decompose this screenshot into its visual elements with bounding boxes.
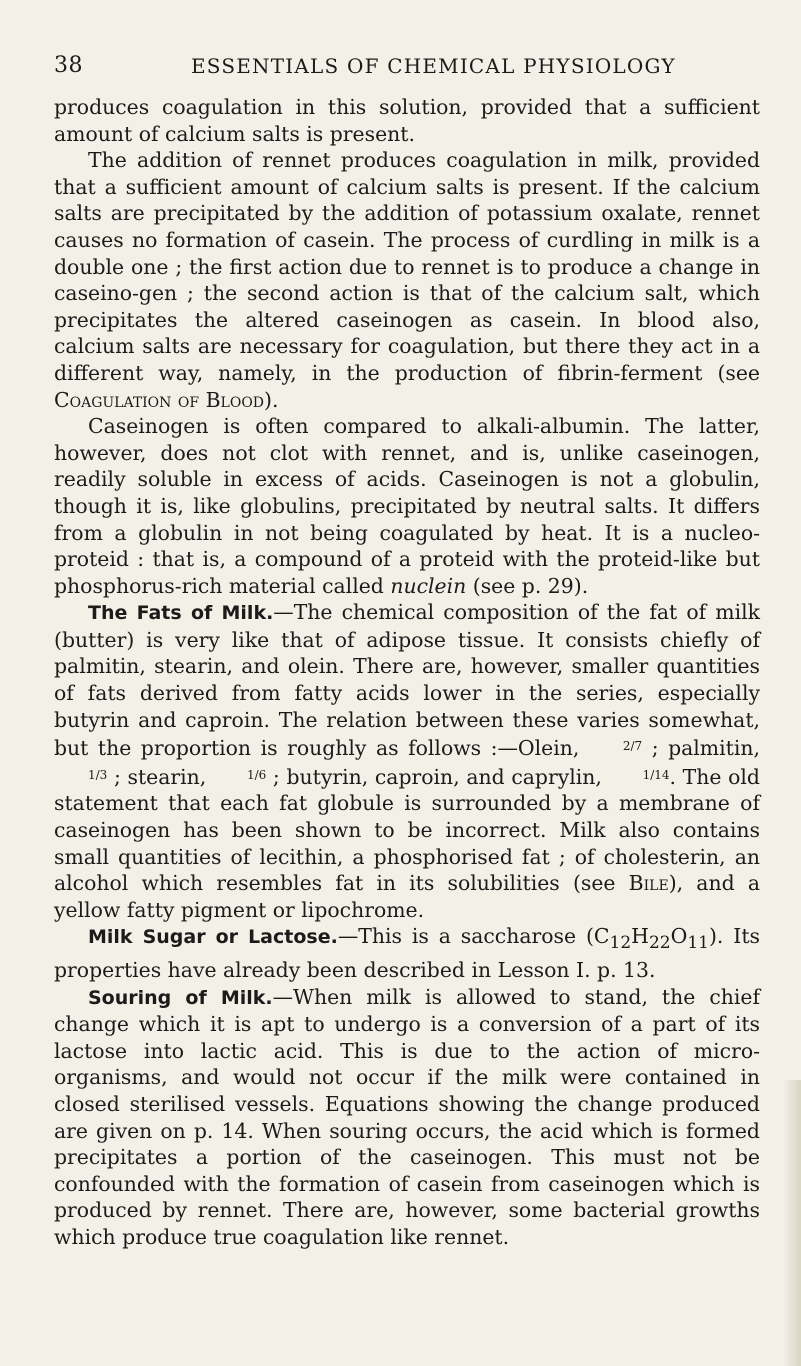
fraction-stearin: 1/6 xyxy=(246,767,267,782)
fraction-olein: 2/7 xyxy=(622,739,643,754)
cross-reference: Coagulation of Blood xyxy=(54,387,265,412)
formula-text: H xyxy=(631,924,649,949)
paragraph-text: ; stearin, xyxy=(107,764,213,789)
paragraph-text: ). xyxy=(264,387,279,412)
paragraph-text: ; butyrin, caproin, and caprylin, xyxy=(266,764,609,789)
section-heading: Souring of Milk. xyxy=(88,986,273,1009)
section-heading: Milk Sugar or Lactose. xyxy=(88,926,338,949)
page-number: 38 xyxy=(54,53,83,78)
formula-subscript: 11 xyxy=(687,933,709,954)
paragraph-text: ), and a yellow fatty pigment or lipochrome. xyxy=(54,871,760,922)
paragraph-souring xyxy=(54,984,760,1251)
formula-subscript: 12 xyxy=(609,933,632,954)
running-title: ESSENTIALS OF CHEMICAL PHYSIOLOGY xyxy=(191,54,676,78)
paragraph-text: —The chemical composition of the fat of milk (butter) is very like that of adipose tissue. It consists chiefly of palmitin, stearin, and olein. There are, however, smaller quantities of fats derived from fatty acids lower in the series, especially butyrin and caproin. The relation between these varies somewhat, but the proportion is roughly as follows :—Olein, xyxy=(54,600,760,761)
cross-reference: Bile xyxy=(628,871,669,896)
page-edge-shadow xyxy=(783,1080,801,1366)
italic-term: nuclein xyxy=(390,573,467,598)
paragraph-milk-sugar xyxy=(54,923,760,983)
paragraph-rennet xyxy=(54,147,760,413)
paragraph-text: Caseinogen is often compared to alkali-albumin. The latter, however, does not clot with rennet, and is, unlike caseinogen, readily soluble in excess of acids. Caseinogen is not a globulin, though it is, like globulins, precipitated by neutral salts. It differs from a globulin in not being coagulated by heat. It is a nucleo-proteid : that is, a compound of a proteid with the proteid-like but phosphorus-rich material called xyxy=(54,414,760,598)
fraction-palmitin: 1/3 xyxy=(88,767,108,782)
formula-text: O xyxy=(670,924,688,949)
paragraph-text: (see p. 29). xyxy=(466,573,589,598)
paragraph-text: . The old statement that each fat globule is surrounded by a membrane of caseinogen has been shown to be incorrect. Milk also contains small quantities of lecithin, a phosphorised fat ; of cholesterin, an alcohol which resembles fat in its solubilities (see xyxy=(54,764,760,896)
paragraph-text: —This is a saccharose (C xyxy=(337,924,610,949)
paragraph-text: —When milk is allowed to stand, the chief change which it is apt to undergo is a conversion of a part of its lactose into lactic acid. This is due to the action of micro-organisms, and would not occur if the milk were contained in closed sterilised vessels. Equations showing the change produced are given on p. 14. When souring occurs, the acid which is formed precipitates a portion of the caseinogen. This must not be confounded with the formation of casein from caseinogen which is produced by rennet. There are, however, some bacterial growths which produce true coagulation like rennet. xyxy=(54,984,761,1250)
paragraph-fats-of-milk xyxy=(54,599,760,923)
paragraph-caseinogen xyxy=(54,413,760,599)
paragraph-text: ; palmitin, xyxy=(642,736,760,761)
page-body xyxy=(54,94,760,1251)
section-heading: The Fats of Milk. xyxy=(88,602,274,625)
paragraph-text: The addition of rennet produces coagulation in milk, provided that a sufficient amount of calcium salts is present. If the calcium salts are precipitated by the addition of potassium oxalate, rennet causes no formation of casein. The process of curdling in milk is a double one ; the first action due to rennet is to produce a change in caseino-gen ; the second action is that of the calcium salt, which precipitates the altered caseinogen as casein. In blood also, calcium salts are necessary for coagulation, but there they act in a different way, namely, in the production of fibrin-ferment (see xyxy=(54,148,760,385)
fraction-butyrin: 1/14 xyxy=(642,767,670,782)
formula-subscript: 22 xyxy=(648,933,671,954)
paragraph-continuation xyxy=(54,94,760,147)
paragraph-text: produces coagulation in this solution, provided that a sufficient amount of calcium salts is present. xyxy=(54,95,760,146)
paragraph-text: ). Its properties have already been described in Lesson I. p. 13. xyxy=(54,924,761,983)
